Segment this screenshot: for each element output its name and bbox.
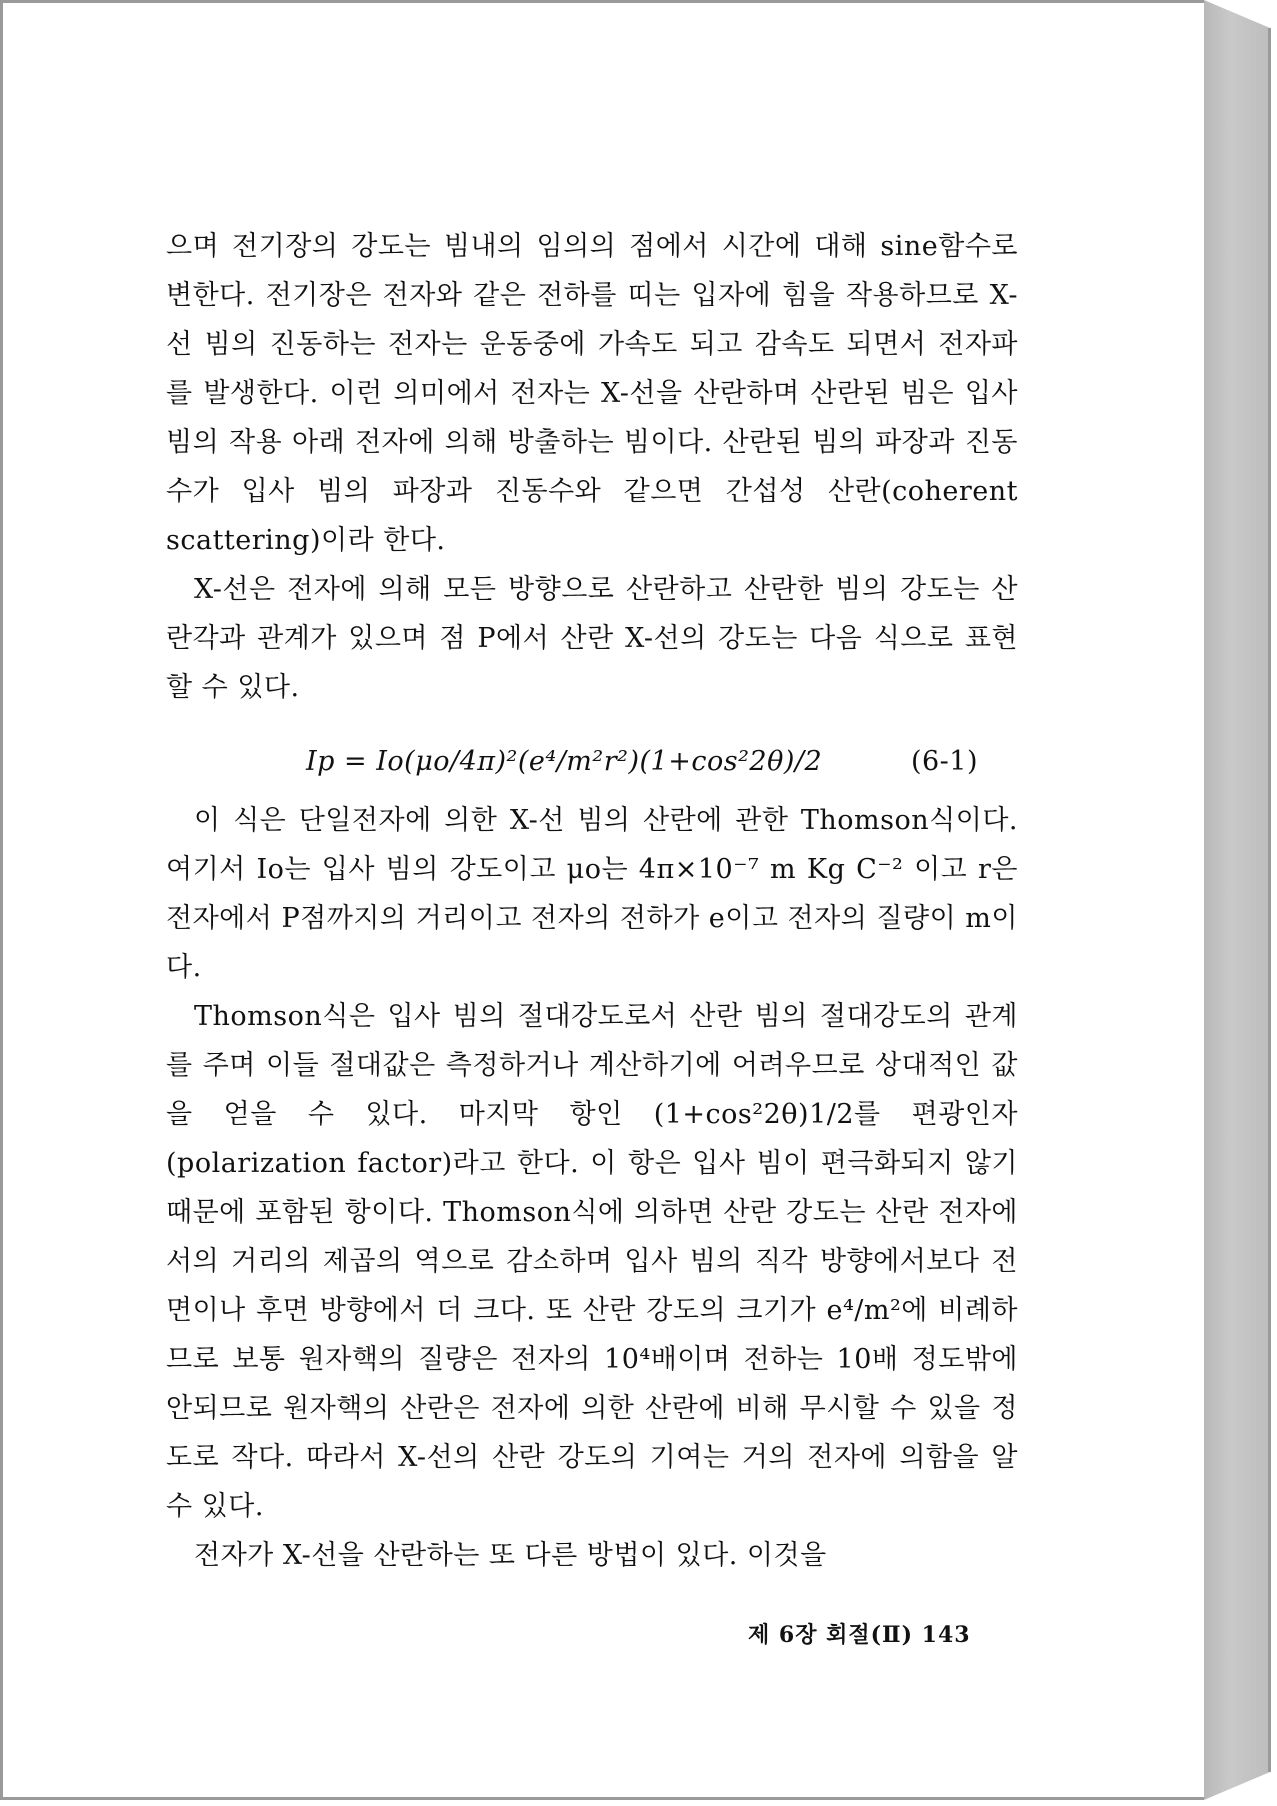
paragraph-4: Thomson식은 입사 빔의 절대강도로서 산란 빔의 절대강도의 관계를 주며 이들 절대값은 측정하거나 계산하기에 어려우므로 상대적인 값을 얻을 수 있다. 마지막 항인 (1+cos²2θ)1/2를 편광인자(polarization factor)라고 한다. 이 항은 입사 빔이 편극화되지 않기 때문에 포함된 항이다. Thomson식에 의하면 산란 강도는 산란 전자에서의 거리의 제곱의 역으로 감소하며 입사 빔의 직각 방향에서보다 전면이나 후면 방향에서 더 크다. 또 산란 강도의 크기가 e⁴/m²에 비례하므로 보통 원자핵의 질량은 전자의 10⁴배이며 전하는 10배 정도밖에 안되므로 원자핵의 산란은 전자에 의한 산란에 비해 무시할 수 있을 정도로 작다. 따라서 X-선의 산란 강도의 기여는 거의 전자에 의함을 알 수 있다.	[166, 1001, 1018, 1522]
equation-formula: Ip = Io(μo/4π)²(e⁴/m²r²)(1+cos²2θ)/2	[306, 746, 823, 777]
page-stack-edge-line	[1268, 28, 1271, 1772]
body-text	[166, 222, 1018, 1580]
paragraph-5: 전자가 X-선을 산란하는 또 다른 방법이 있다. 이것을	[194, 1540, 827, 1571]
paragraph-3: 이 식은 단일전자에 의한 X-선 빔의 산란에 관한 Thomson식이다. 여기서 Io는 입사 빔의 강도이고 μo는 4π×10⁻⁷ m Kg C⁻² 이고 r은 전자에서 P점까지의 거리이고 전자의 전하가 e이고 전자의 질량이 m이다.	[166, 805, 1018, 983]
equation-number: (6-1)	[910, 746, 978, 777]
equation-6-1	[166, 737, 1018, 786]
page-footer: 제 6장 회절(Ⅱ) 143	[748, 1622, 971, 1648]
paragraph-1: 으며 전기장의 강도는 빔내의 임의의 점에서 시간에 대해 sine함수로 변한다. 전기장은 전자와 같은 전하를 띠는 입자에 힘을 작용하므로 X-선 빔의 진동하는 전자는 운동중에 가속도 되고 감속도 되면서 전자파를 발생한다. 이런 의미에서 전자는 X-선을 산란하며 산란된 빔은 입사 빔의 작용 아래 전자에 의해 방출하는 빔이다. 산란된 빔의 파장과 진동수가 입사 빔의 파장과 진동수와 같으면 간섭성 산란(coherent scattering)이라 한다.	[166, 231, 1018, 556]
page-stack-edge	[1204, 0, 1270, 1800]
paragraph-2: X-선은 전자에 의해 모든 방향으로 산란하고 산란한 빔의 강도는 산란각과 관계가 있으며 점 P에서 산란 X-선의 강도는 다음 식으로 표현할 수 있다.	[166, 574, 1018, 703]
